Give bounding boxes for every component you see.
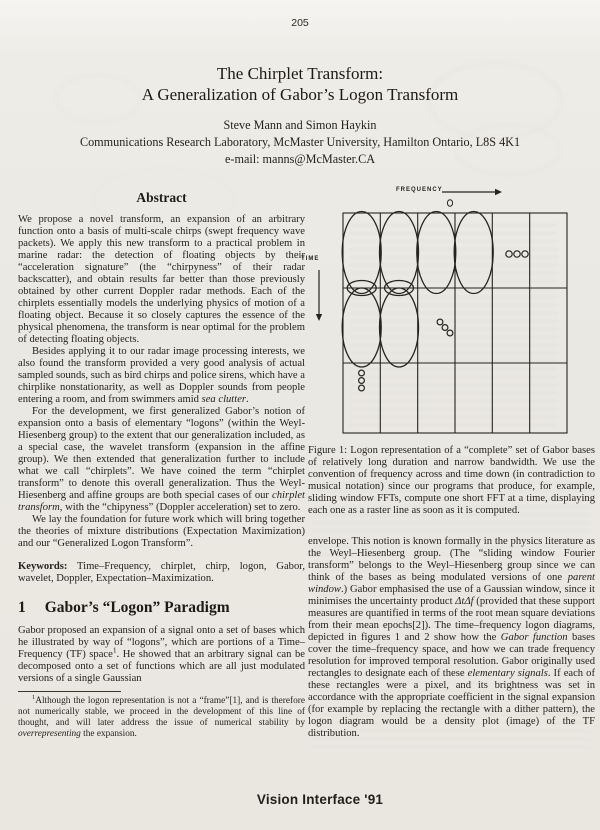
keywords-line: Keywords: Time–Frequency, chirplet, chirp, logon, Gabor, wavelet, Doppler, Expectation–Maximization. [18,561,305,584]
abstract-paragraph: We lay the foundation for future work which will bring together the theories of mixture distributions (Expectation Maximization) and our “Generalized Logon Transform”. [18,514,305,549]
section-1-title: Gabor’s “Logon” Paradigm [44,599,230,616]
paper-title [0,63,600,105]
footer-conference: Vision Interface '91 [256,792,384,807]
footnote-text: $^1$Although the logon representation is not a “frame”[1], and is therefore not numerically stable, we proceed in the development of this line of thought, and will later address the issue of numerical stability by overrepresenting the expansion. [18,693,305,739]
paper-email: e-mail: manns@McMaster.CA [225,152,375,166]
paper-title-line2: A Generalization of Gabor’s Logon Transform [141,85,459,104]
section-1-paragraph: Gabor proposed an expansion of a signal onto a set of bases which he illustrated by way of “logons”, which are portions of a Time–Frequency (TF) space$^1$. He showed that an arbitrary signal can be decomposed onto a set of functions which are all just modulated versions of a single Gaussian [18,625,305,684]
footnote-rule [18,691,121,692]
right-column [308,445,595,740]
right-column-paragraph: envelope. This notion is known formally in the physics literature as the Weyl–Hiesenberg group. (The “sliding window Fourier transform” belongs to the Weyl–Hiesenberg group since we can think of the bases as being modulated versions of one parent window.) Gabor emphasised the use of a Gaussian window, since it minimises the uncertainty product ΔtΔf (provided that these support measures are quantified in terms of the root mean square deviations from their mean epochs[2]). The time–frequency logon diagrams, depicted in figures 1 and 2 show how the Gabor function bases cover the time–frequency space, and how we can trade frequency resolution for improved temporal resolution. Gabor originally used rectangles to designate each of these elementary signals. If each of these rectangles were a pixel, and its brightness was set in accordance with the appropriate coefficient in the signal expansion (for example by replacing the rectangle with a dither pattern), the logon diagram would be a density plot (image) of the TF distribution. [308,536,595,739]
page-number: 205 [291,17,309,29]
abstract-paragraph: For the development, we first generalized Gabor’s notion of expansion onto a basis of elementary “logons” (within the Weyl-Hiesenberg group) to the extent that our generalization included, as a special case, the wavelet transform (expansion in the affine group). We then extended that generalization further to include what we call “chirplets”. We have coined the term “chirplet transform” to denote this overall generalization. Thus the Weyl-Hiesenberg and affine groups are both special cases of our chirplet transform, with the “chipyness” (Doppler acceleration) set to zero. [18,406,305,513]
left-column [18,187,305,740]
paper-affiliation: Communications Research Laboratory, McMaster University, Hamilton Ontario, L8S 4K1 [79,135,521,149]
paper-authors: Steve Mann and Simon Haykin [223,118,377,132]
paper-header [0,63,600,167]
paper-title-line1: The Chirplet Transform: [216,64,384,83]
figure-caption: Figure 1: Logon representation of a “complete” set of Gabor bases of relatively long duration and narrow bandwidth. We use the convention of frequency across and time down (in contradiction to musical notation) since our programs that produce, for example, sliding window FFTs, compute one short FFT at a time, displaying each one as a raster line as soon as it is computed. [308,445,595,516]
footnote [18,691,305,740]
frequency-axis-label: FREQUENCY [396,187,443,193]
abstract-paragraph: We propose a novel transform, an expansion of an arbitrary function onto a basis of multi-scale chirps (swept frequency wave packets). We apply this new transform to a practical problem in marine radar: the detection of floating objects by their “acceleration signature” (the “chirpyness” of their radar backscatter), and obtain results far better than those previously obtained by other current Doppler radar methods. Each of the chirplets essentially models the underlying physics of motion of a floating object. Because it so closely captures the essence of the physical phenomena, the transform is near optimal for the problem of detecting floating objects. [18,214,305,345]
abstract-paragraph: Besides applying it to our radar image processing interests, we also found the transform provided a very good analysis of actual sampled sounds, such as bird chirps and police sirens, which have a chirplike nonstationarity, as well as Doppler sounds from people entering a room, and from swimmers amid sea clutter. [18,346,305,405]
figure-1 [295,180,595,442]
logon-diagram [295,180,595,442]
time-axis-label: TIME [301,256,320,262]
section-1-heading [18,599,305,616]
section-1-number: 1 [18,599,26,616]
abstract-heading: Abstract [136,190,187,205]
